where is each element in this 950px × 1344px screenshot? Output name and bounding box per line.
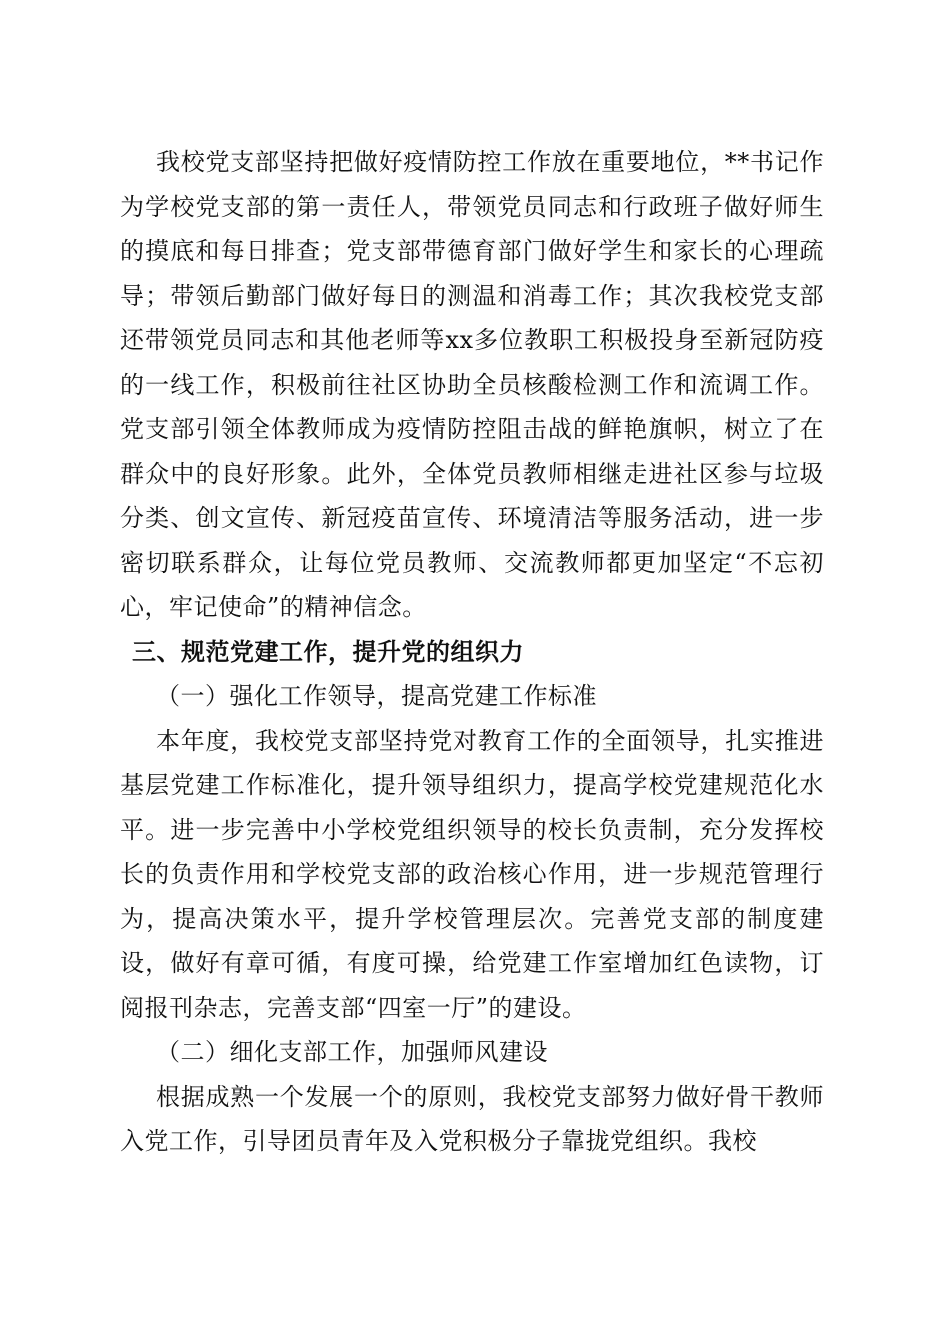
section-heading-3: 三、规范党建工作，提升党的组织力 [132,637,524,666]
document-body [120,140,824,1164]
paragraph-party-development: 根据成熟一个发展一个的原则，我校党支部努力做好骨干教师入党工作，引导团员青年及入党积极分子靠拢党组织。我校 [120,1082,824,1155]
paragraph-epidemic-prevention: 我校党支部坚持把做好疫情防控工作放在重要地位，**书记作为学校党支部的第一责任人，带领党员同志和行政班子做好师生的摸底和每日排查；党支部带德育部门做好学生和家长的心理疏导；带领后勤部门做好每日的测温和消毒工作；其次我校党支部还带领党员同志和其他老师等xx多位教职工积极投身至新冠防疫的一线工作，积极前往社区协助全员核酸检测工作和流调工作。党支部引领全体教师成为疫情防控阻击战的鲜艳旗帜，树立了在群众中的良好形象。此外，全体党员教师相继走进社区参与垃圾分类、创文宣传、新冠疫苗宣传、环境清洁等服务活动，进一步密切联系群众，让每位党员教师、交流教师都更加坚定“不忘初心，牢记使命”的精神信念。 [120,148,824,621]
subsection-heading-2: （二）细化支部工作，加强师风建设 [156,1038,548,1066]
subsection-heading-1: （一）强化工作领导，提高党建工作标准 [156,682,597,710]
paragraph-leadership: 本年度，我校党支部坚持党对教育工作的全面领导，扎实推进基层党建工作标准化，提升领导组织力，提高学校党建规范化水平。进一步完善中小学校党组织领导的校长负责制，充分发挥校长的负责作用和学校党支部的政治核心作用，进一步规范管理行为，提高决策水平，提升学校管理层次。完善党支部的制度建设，做好有章可循，有度可操，给党建工作室增加红色读物，订阅报刊杂志，完善支部“四室一厅”的建设。 [120,726,824,1022]
